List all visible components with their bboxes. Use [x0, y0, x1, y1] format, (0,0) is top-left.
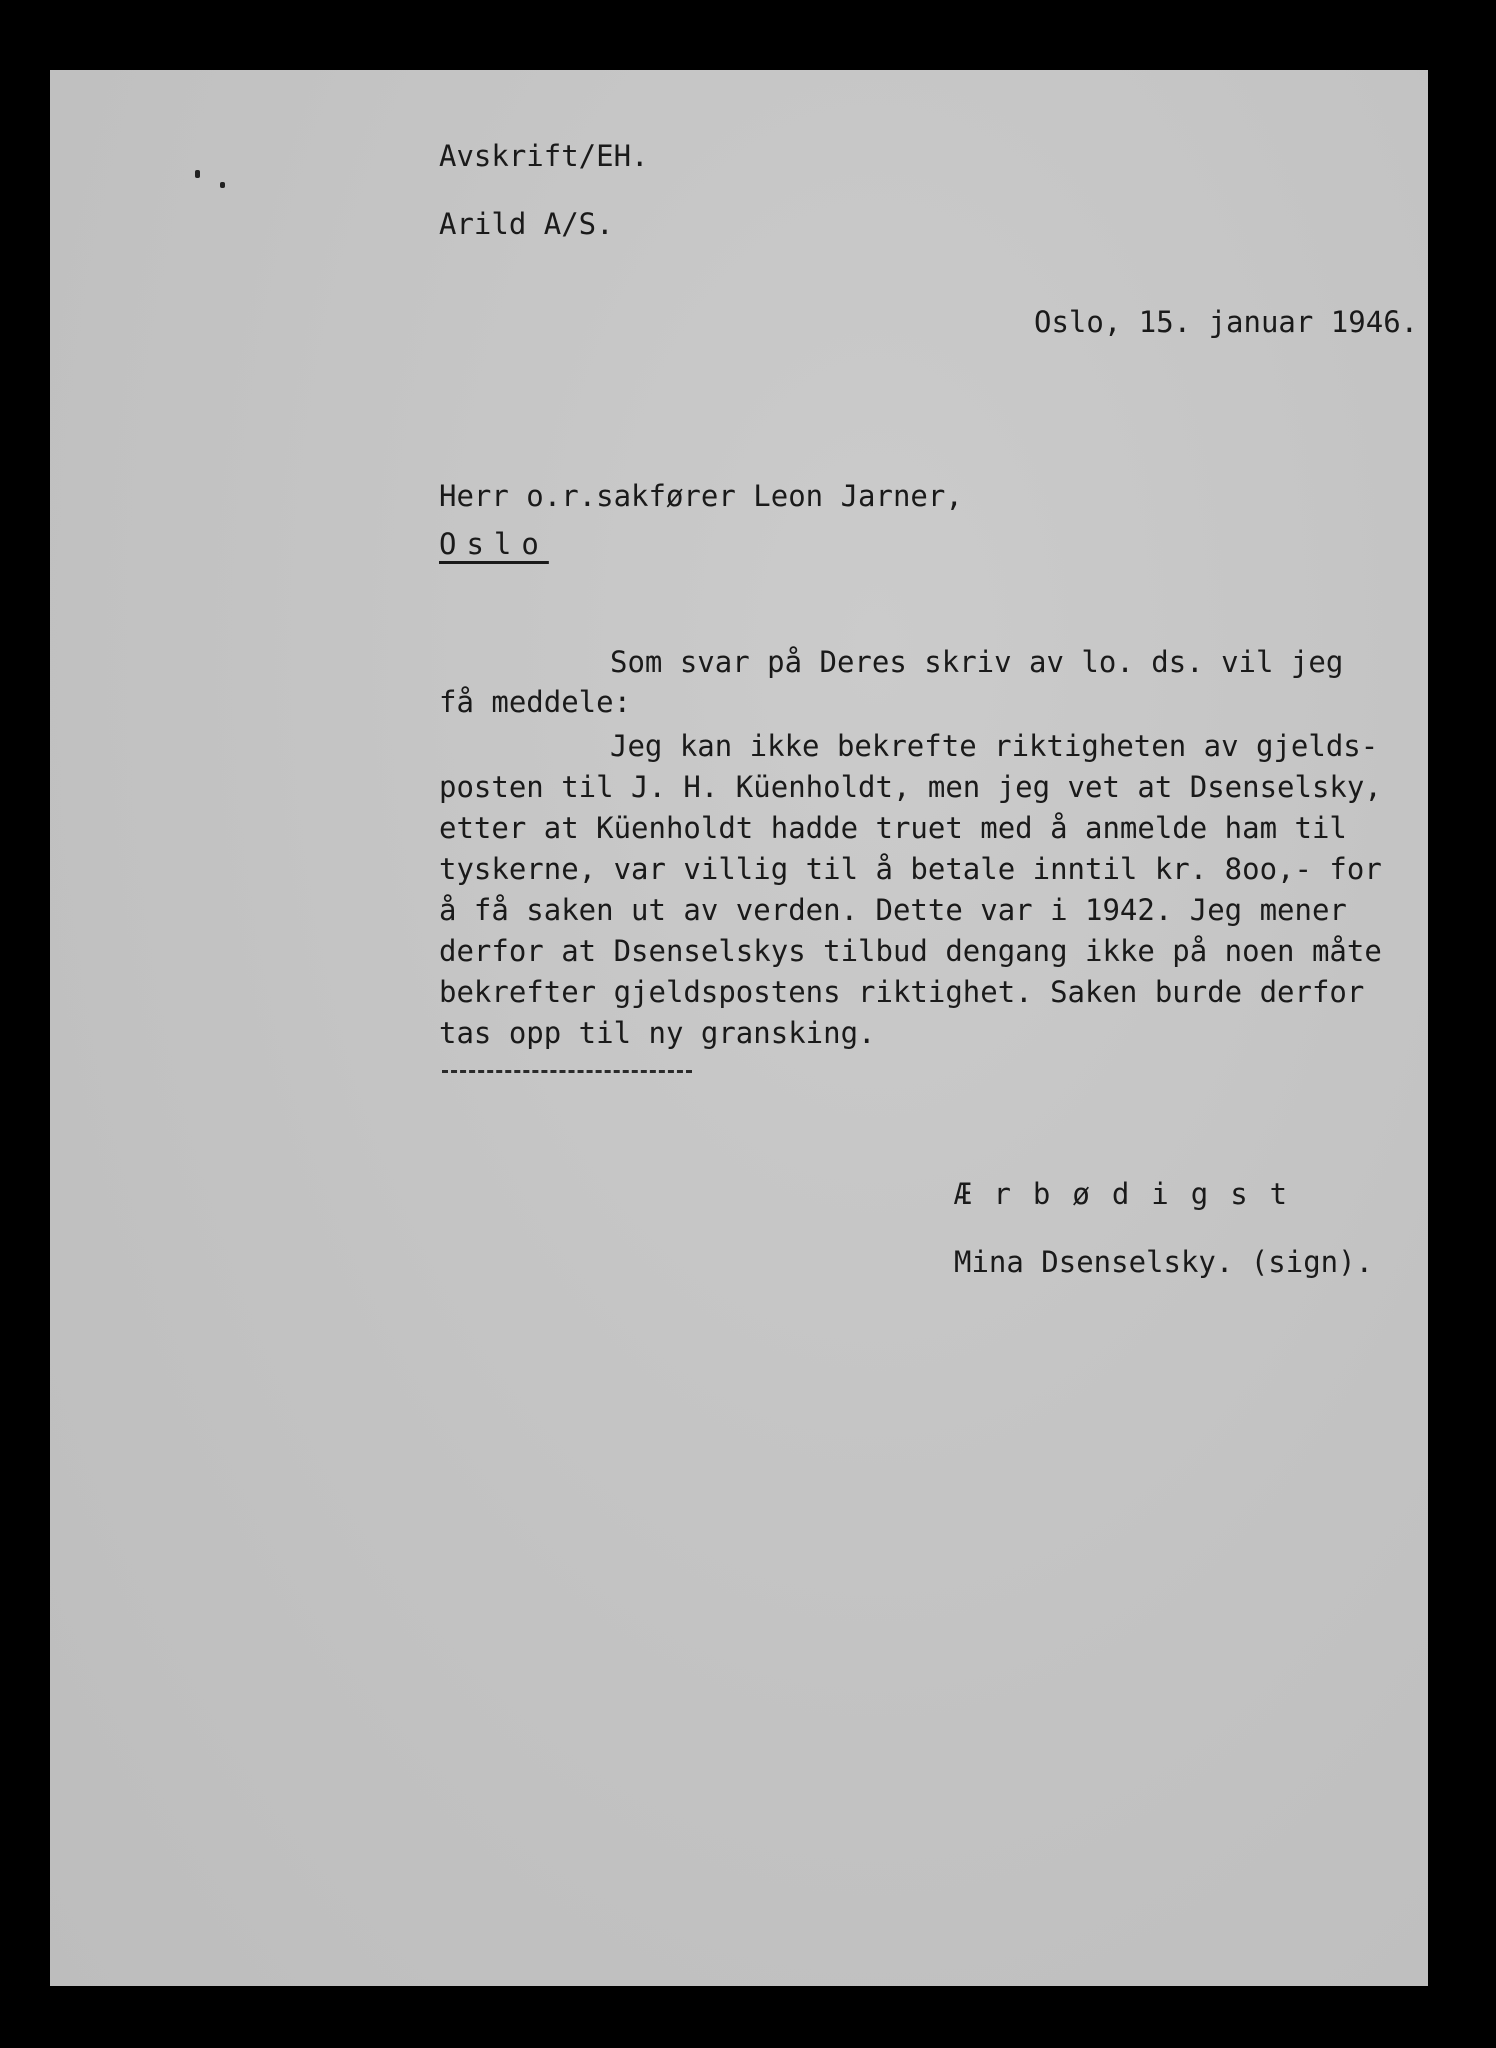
body-line: å få saken ut av verden. Dette var i 1942. Jeg mener — [439, 893, 1347, 927]
body-line: Jeg kan ikke bekrefte riktigheten av gjelds- — [610, 729, 1379, 763]
body-line: få meddele: — [439, 685, 632, 719]
margin-speck — [195, 170, 200, 178]
body-line: etter at Küenholdt hadde truet med å anmelde ham til — [439, 811, 1347, 845]
closing-signature: Mina Dsenselsky. (sign). — [954, 1245, 1374, 1279]
body-line: posten til J. H. Küenholdt, men jeg vet at Dsenselsky, — [439, 770, 1382, 804]
body-line: derfor at Dsenselskys tilbud dengang ikke på noen måte — [439, 934, 1382, 968]
letter-date: Oslo, 15. januar 1946. — [1034, 305, 1419, 339]
body-line: bekrefter gjeldspostens riktighet. Saken burde derfor — [439, 975, 1365, 1009]
body-line: Som svar på Deres skriv av lo. ds. vil jeg — [610, 645, 1344, 679]
separator-line — [442, 1070, 692, 1073]
recipient-name: Herr o.r.sakfører Leon Jarner, — [439, 479, 963, 513]
recipient-city: Oslo — [439, 527, 549, 561]
body-line: tas opp til ny gransking. — [439, 1016, 876, 1050]
margin-speck — [220, 182, 225, 188]
body-line: tyskerne, var villig til å betale inntil kr. 8oo,- for — [439, 852, 1382, 886]
closing-salutation: Ærbødigst — [954, 1177, 1310, 1211]
document-page — [50, 70, 1428, 1986]
copy-mark: Avskrift/EH. — [439, 139, 649, 173]
company-name: Arild A/S. — [439, 207, 614, 241]
